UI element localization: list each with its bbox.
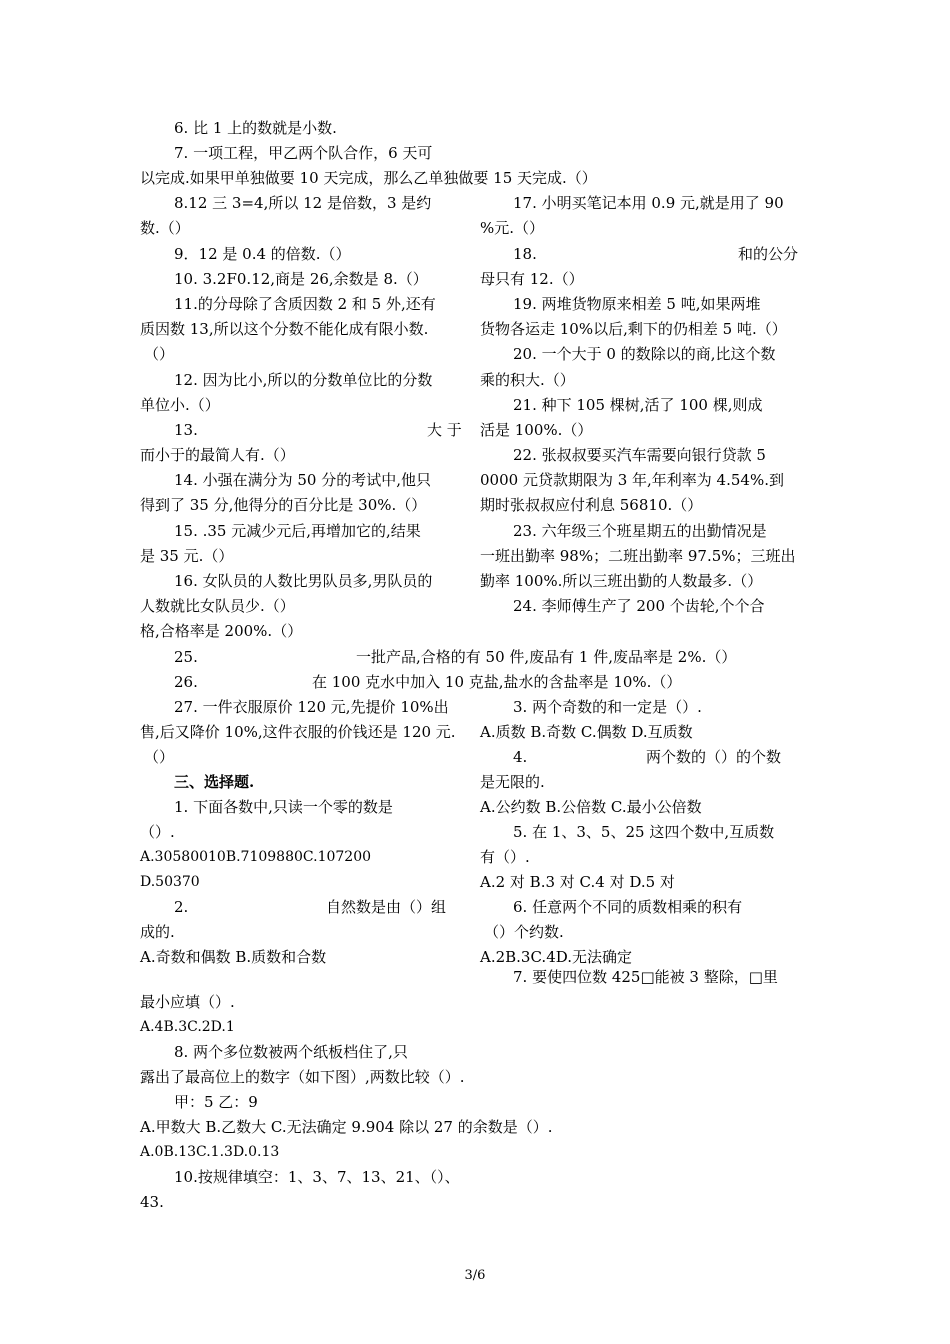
- question-25: 一批产品,合格的有 50 件,废品有 1 件,废品率是 2%.（）: [356, 648, 737, 666]
- choice-10: 10.按规律填空：1、3、7、13、21、（）、: [174, 1168, 460, 1186]
- choice-8-figure-text: 甲：5 乙：9: [174, 1093, 258, 1111]
- question-14-cont: 得到了 35 分,他得分的百分比是 30%.（）: [140, 496, 427, 514]
- choice-9-options: A.0B.13C.1.3D.0.13: [140, 1144, 280, 1160]
- choice-1-cont: （）.: [140, 823, 175, 841]
- choice-7: 7. 要使四位数 425□能被 3 整除，□里: [513, 968, 778, 986]
- choice-2-options: A.奇数和偶数 B.质数和合数: [140, 948, 327, 966]
- choice-7-cont: 最小应填（）.: [140, 993, 235, 1011]
- question-24: 24. 李师傅生产了 200 个齿轮,个个合: [513, 597, 765, 615]
- question-21: 21. 种下 105 棵树,活了 100 棵,则成: [513, 396, 763, 414]
- question-13: 13.: [174, 421, 198, 439]
- question-6: 6. 比 1 上的数就是小数.: [174, 119, 337, 137]
- question-17: 17. 小明买笔记本用 0.9 元,就是用了 90: [513, 194, 784, 212]
- choice-1-options: A.30580010B.7109880C.107200: [140, 849, 372, 865]
- choice-5: 5. 在 1、3、5、25 这四个数中,互质数: [513, 823, 775, 841]
- question-7-cont: 以完成.如果甲单独做要 10 天完成，那么乙单独做要 15 天完成.（）: [140, 169, 597, 187]
- choice-8-options: A.甲数大 B.乙数大 C.无法确定 9.904 除以 27 的余数是（）.: [140, 1118, 553, 1136]
- question-20-cont: 乘的积大.（）: [480, 371, 575, 389]
- question-26-num: 26.: [174, 673, 198, 691]
- choice-2-cont: 成的.: [140, 923, 175, 941]
- question-12: 12. 因为比小,所以的分数单位比的分数: [174, 371, 433, 389]
- choice-8: 8. 两个多位数被两个纸板档住了,只: [174, 1043, 408, 1061]
- question-12-cont: 单位小.（）: [140, 396, 220, 414]
- question-26: 在 100 克水中加入 10 克盐,盐水的含盐率是 10%.（）: [312, 673, 682, 691]
- choice-7-options: A.4B.3C.2D.1: [140, 1019, 235, 1035]
- choice-10-cont: 43.: [140, 1193, 164, 1211]
- question-24-cont: 格,合格率是 200%.（）: [140, 622, 303, 640]
- question-13-mid: 大 于: [427, 421, 462, 439]
- choice-5-options: A.2 对 B.3 对 C.4 对 D.5 对: [480, 873, 675, 891]
- choice-2-num: 2.: [174, 898, 189, 916]
- question-11-paren: （）: [144, 345, 175, 363]
- question-23-cont2: 勤率 100%.所以三班出勤的人数最多.（）: [480, 572, 763, 590]
- question-16-cont: 人数就比女队员少.（）: [140, 597, 295, 615]
- question-18-num: 18.: [513, 245, 537, 263]
- question-8-cont: 数.（）: [140, 219, 190, 237]
- question-8: 8.12 三 3=4,所以 12 是倍数，3 是约: [174, 194, 432, 212]
- choice-8-cont: 露出了最高位上的数字（如下图）,两数比较（）.: [140, 1068, 465, 1086]
- question-15-cont: 是 35 元.（）: [140, 547, 234, 565]
- choice-4-num: 4.: [513, 748, 528, 766]
- question-14: 14. 小强在满分为 50 分的考试中,他只: [174, 471, 432, 489]
- question-9: 9．12 是 0.4 的倍数.（）: [174, 245, 351, 263]
- question-22: 22. 张叔叔要买汽车需要向银行贷款 5: [513, 446, 766, 464]
- question-22-cont2: 期时张叔叔应付利息 56810.（）: [480, 496, 703, 514]
- choice-3: 3. 两个奇数的和一定是（）.: [513, 698, 702, 716]
- question-11: 11.的分母除了含质因数 2 和 5 外,还有: [174, 295, 436, 313]
- question-23-cont: 一班出勤率 98%；二班出勤率 97.5%；三班出: [480, 547, 796, 565]
- question-17-cont: %元.（）: [480, 219, 545, 237]
- choice-4-options: A.公约数 B.公倍数 C.最小公倍数: [480, 798, 702, 816]
- question-19: 19. 两堆货物原来相差 5 吨,如果两堆: [513, 295, 761, 313]
- choice-6-options: A.2B.3C.4D.无法确定: [480, 948, 632, 966]
- choice-6: 6. 任意两个不同的质数相乘的积有: [513, 898, 743, 916]
- choice-6-cont: （）个约数.: [484, 923, 564, 941]
- choice-5-cont: 有（）.: [480, 848, 530, 866]
- question-23: 23. 六年级三个班星期五的出勤情况是: [513, 522, 767, 540]
- question-16: 16. 女队员的人数比男队员多,男队员的: [174, 572, 433, 590]
- question-25-num: 25.: [174, 648, 198, 666]
- choice-1-option-d: D.50370: [140, 874, 200, 890]
- question-27-paren: （）: [144, 748, 175, 766]
- question-15: 15. .35 元减少元后,再增加它的,结果: [174, 522, 421, 540]
- question-18-cont: 母只有 12.（）: [480, 270, 584, 288]
- choice-4: 两个数的（）的个数: [646, 748, 782, 766]
- question-27: 27. 一件衣服原价 120 元,先提价 10%出: [174, 698, 449, 716]
- choice-1: 1. 下面各数中,只读一个零的数是: [174, 798, 393, 816]
- choice-2: 自然数是由（）组: [326, 898, 447, 916]
- question-7: 7. 一项工程，甲乙两个队合作，6 天可: [174, 144, 433, 162]
- question-18: 和的公分: [738, 245, 799, 263]
- question-11-cont: 质因数 13,所以这个分数不能化成有限小数.: [140, 320, 429, 338]
- question-13-cont: 而小于的最简人有.（）: [140, 446, 295, 464]
- question-20: 20. 一个大于 0 的数除以的商,比这个数: [513, 345, 776, 363]
- question-19-cont: 货物各运走 10%以后,剩下的仍相差 5 吨.（）: [480, 320, 787, 338]
- question-21-cont: 活是 100%.（）: [480, 421, 593, 439]
- section-heading-choice: 三、选择题.: [174, 773, 255, 791]
- choice-3-options: A.质数 B.奇数 C.偶数 D.互质数: [480, 723, 693, 741]
- question-22-cont: 0000 元贷款期限为 3 年,年利率为 4.54%.到: [480, 471, 784, 489]
- choice-4-cont: 是无限的.: [480, 773, 545, 791]
- question-10: 10. 3.2F0.12,商是 26,余数是 8.（）: [174, 270, 428, 288]
- page-number: 3/6: [464, 1268, 486, 1283]
- question-27-cont: 售,后又降价 10%,这件衣服的价钱还是 120 元.: [140, 723, 456, 741]
